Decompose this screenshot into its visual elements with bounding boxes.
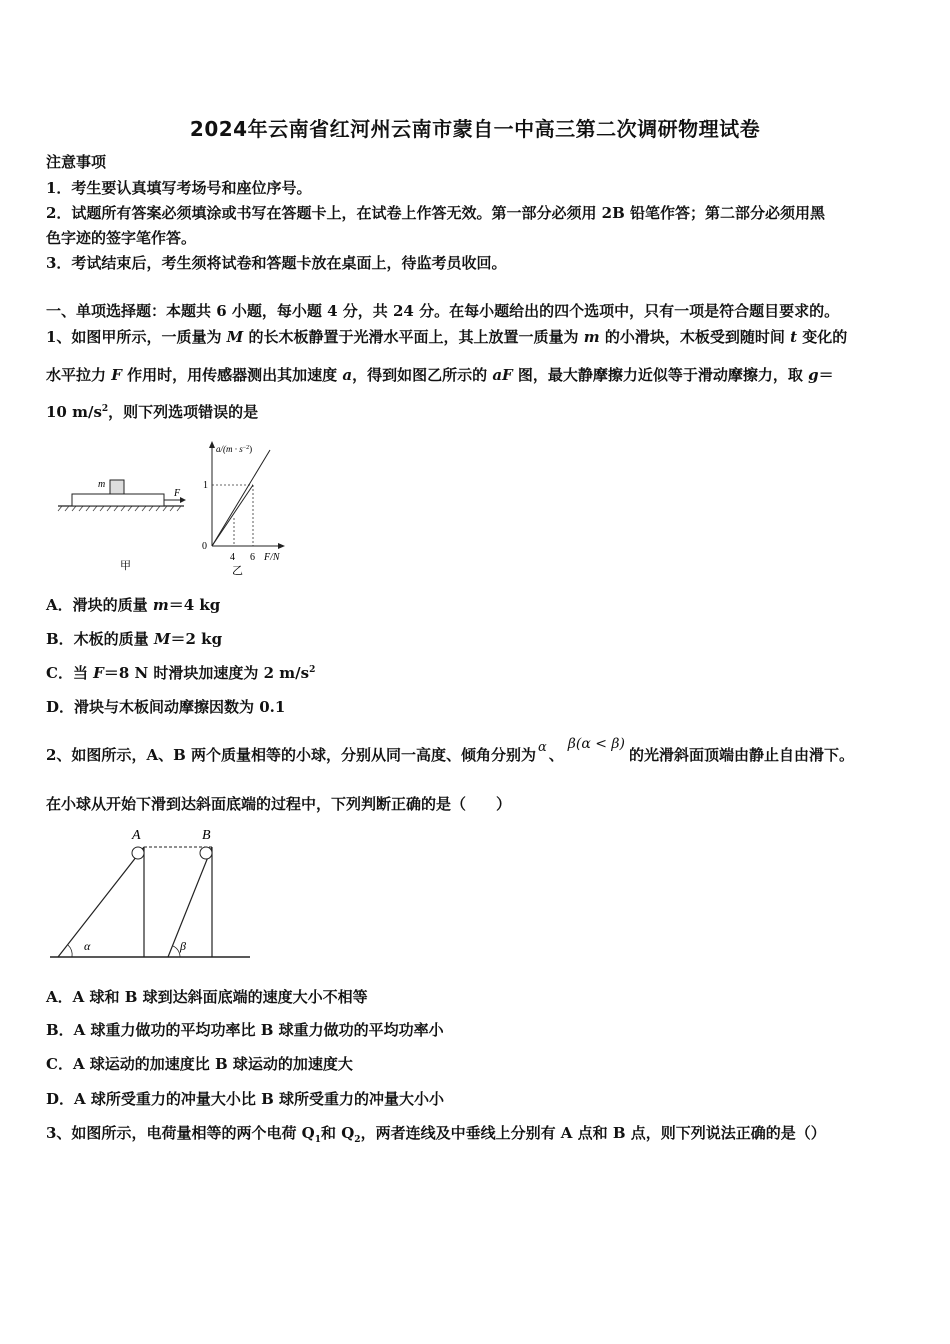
label-F: F — [174, 488, 181, 499]
x-axis-arrow-icon — [278, 543, 285, 549]
q1-option-d[interactable]: D．滑块与木板间动摩擦因数为 0.1 — [46, 698, 286, 716]
var-alpha: α — [537, 740, 547, 755]
incline-a — [58, 847, 144, 957]
q2-option-d[interactable]: D．A 球所受重力的冲量大小比 B 球所受重力的冲量大小小 — [46, 1090, 444, 1108]
q1-option-a[interactable]: A．滑块的质量 m＝4 kg — [46, 596, 221, 614]
var-aF: aF — [492, 366, 513, 384]
y-tick-1: 1 — [203, 480, 208, 491]
notice-item-3: 3．考试结束后，考生须将试卷和答题卡放在桌面上，待监考员收回。 — [46, 254, 507, 272]
label-beta: β — [180, 939, 186, 953]
q1-line-3: 10 $m/s^2$，则下列选项错误的是 — [46, 403, 259, 421]
q2-option-a[interactable]: A．A 球和 B 球到达斜面底端的速度大小不相等 — [46, 988, 368, 1006]
x-axis-label: F/N — [264, 552, 280, 563]
q1-figure-yi — [198, 438, 308, 578]
label-b: B — [202, 828, 211, 843]
q2-figure-inclines — [46, 822, 256, 967]
var-m: m — [583, 328, 600, 346]
x-tick-6: 6 — [250, 552, 255, 563]
var-beta-expr: β(α < β) — [567, 736, 625, 752]
label-a: A — [132, 828, 141, 843]
notice-item-2-cont: 色字迹的签字笔作答。 — [46, 229, 197, 247]
q2-option-c[interactable]: C．A 球运动的加速度比 B 球运动的加速度大 — [46, 1055, 353, 1073]
slider-block — [110, 480, 124, 494]
var-t: t — [790, 328, 797, 346]
q2-option-b[interactable]: B．A 球重力做功的平均功率比 B 球重力做功的平均功率小 — [46, 1021, 444, 1039]
x-tick-4: 4 — [230, 552, 235, 563]
caption-jia: 甲 — [120, 560, 131, 572]
label-m: m — [98, 479, 106, 490]
q1-option-b[interactable]: B．木板的质量 M＝2 kg — [46, 630, 223, 648]
q2-line-2: 在小球从开始下滑到达斜面底端的过程中，下列判断正确的是（ ） — [46, 795, 512, 813]
notice-item-1: 1．考生要认真填写考场号和座位序号。 — [46, 179, 312, 197]
ball-b — [200, 847, 212, 859]
arrow-icon — [180, 497, 186, 503]
graph-line-1 — [212, 485, 253, 546]
caption-yi: 乙 — [232, 565, 243, 577]
graph-line-2 — [212, 450, 270, 546]
origin-label: 0 — [202, 541, 207, 552]
notice-heading: 注意事项 — [46, 153, 107, 171]
ball-a — [132, 847, 144, 859]
q3-line-1: 3、如图所示，电荷量相等的两个电荷 $Q_1$和 $Q_2$，两者连线及中垂线上分别有 A 点和 B 点，则下列说法正确的是（） — [46, 1124, 826, 1145]
var-F: F — [111, 366, 122, 384]
q1-option-c[interactable]: C．当 F＝8 N 时滑块加速度为 2 $m/s^2$ — [46, 664, 316, 682]
q1-line-2: 水平拉力 F 作用时，用传感器测出其加速度 a，得到如图乙所示的 aF 图，最大静摩擦力近似等于滑动摩擦力，取 g＝ — [46, 366, 834, 384]
y-axis-arrow-icon — [209, 441, 215, 448]
y-axis-label: $a/(m \cdot s^{-2})$ — [216, 444, 253, 454]
label-alpha: α — [84, 939, 91, 953]
q2-line-1: 2、如图所示，A、B 两个质量相等的小球，分别从同一高度、倾角分别为 α 、β(α < β)的光滑斜面顶端由静止自由滑下。 — [46, 736, 854, 764]
var-g: g — [808, 366, 819, 384]
var-a: a — [342, 366, 353, 384]
q1-line-1: 1、如图甲所示，一质量为 M 的长木板静置于光滑水平面上，其上放置一质量为 m 的小滑块，木板受到随时间 t 变化的 — [46, 328, 848, 346]
var-M: M — [226, 328, 244, 346]
notice-item-2: 2．试题所有答案必须填涂或书写在答题卡上，在试卷上作答无效。第一部分必须用 2B 铅笔作答；第二部分必须用黑 — [46, 204, 826, 222]
q1-figure-jia — [52, 470, 192, 575]
section-heading: 一、单项选择题：本题共 6 小题，每小题 4 分，共 24 分。在每小题给出的四个选项中，只有一项是符合题目要求的。 — [46, 302, 840, 320]
incline-b — [168, 847, 212, 957]
page-title: 2024年云南省红河州云南市蒙自一中高三第二次调研物理试卷 — [189, 117, 761, 141]
board — [72, 494, 164, 506]
